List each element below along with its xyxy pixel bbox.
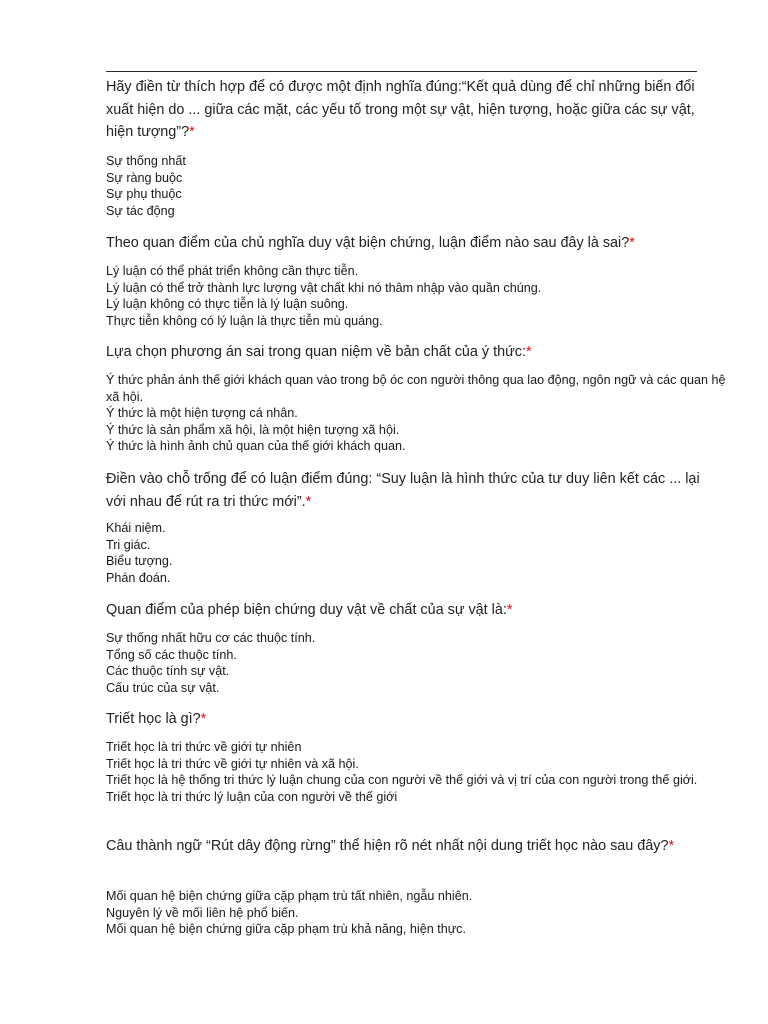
question-text: Điền vào chỗ trống để có luận điểm đúng: “Suy luận là hình thức của tư duy liên kết các ... lại với nhau để rút ra tri thức mới”. bbox=[106, 471, 700, 510]
option[interactable]: Sự phụ thuộc bbox=[106, 187, 182, 201]
question-2 bbox=[106, 232, 706, 255]
option[interactable]: Triết học là hệ thống tri thức lý luận chung của con người về thế giới và vị trí của con người trong thế giới. bbox=[106, 773, 698, 787]
options-3 bbox=[106, 372, 726, 455]
option[interactable]: Thực tiễn không có lý luận là thực tiễn mù quáng. bbox=[106, 313, 383, 328]
question-3 bbox=[106, 341, 706, 364]
options-5 bbox=[106, 630, 706, 696]
question-text: Câu thành ngữ “Rút dây động rừng” thể hiện rõ nét nhất nội dung triết học nào sau đây? bbox=[106, 838, 669, 854]
option[interactable]: Khái niệm. bbox=[106, 521, 166, 535]
options-4 bbox=[106, 520, 706, 586]
question-1 bbox=[106, 76, 696, 144]
required-mark: * bbox=[629, 235, 635, 251]
required-mark: * bbox=[525, 344, 532, 360]
options-7 bbox=[106, 888, 706, 938]
required-mark: * bbox=[189, 124, 195, 140]
question-text: Lựa chọn phương án sai trong quan niệm về bản chất của ý thức: bbox=[106, 344, 526, 360]
option[interactable]: Ý thức là hình ảnh chủ quan của thế giới khách quan. bbox=[106, 439, 406, 453]
option[interactable]: Nguyên lý về mối liên hệ phổ biến. bbox=[106, 905, 299, 920]
required-mark: * bbox=[305, 493, 312, 510]
options-6 bbox=[106, 739, 706, 805]
question-text: Quan điểm của phép biện chứng duy vật về chất của sự vật là: bbox=[106, 602, 507, 618]
option[interactable]: Các thuộc tính sự vật. bbox=[106, 664, 230, 678]
question-4 bbox=[106, 468, 706, 513]
question-text: Hãy điền từ thích hợp để có được một định nghĩa đúng:“Kết quả dùng để chỉ những biến đổi xuất hiện do ... giữa các mặt, các yếu tố trong một sự vật, hiện tượng, hoặc giữa các sự vật, hiện tượng”? bbox=[106, 79, 695, 140]
required-mark: * bbox=[200, 711, 207, 727]
required-mark: * bbox=[668, 838, 675, 854]
question-6 bbox=[106, 708, 706, 731]
option[interactable]: Tổng số các thuộc tính. bbox=[106, 647, 237, 662]
option[interactable]: Sự thống nhất bbox=[106, 154, 186, 168]
question-7 bbox=[106, 835, 706, 858]
top-divider bbox=[106, 71, 697, 72]
question-text: Theo quan điểm của chủ nghĩa duy vật biện chứng, luận điểm nào sau đây là sai? bbox=[106, 235, 630, 251]
option[interactable]: Sự ràng buộc bbox=[106, 170, 183, 185]
option[interactable]: Triết học là tri thức về giới tự nhiên và xã hội. bbox=[106, 756, 359, 771]
option[interactable]: Cấu trúc của sự vật. bbox=[106, 680, 220, 695]
option[interactable]: Sự thống nhất hữu cơ các thuộc tính. bbox=[106, 631, 316, 645]
options-2 bbox=[106, 263, 706, 329]
option[interactable]: Triết học là tri thức lý luận của con người về thế giới bbox=[106, 789, 398, 804]
option[interactable]: Biểu tượng. bbox=[106, 554, 173, 568]
question-text: Triết học là gì? bbox=[106, 711, 201, 727]
option[interactable]: Ý thức là một hiện tượng cá nhân. bbox=[106, 406, 298, 420]
option[interactable]: Triết học là tri thức về giới tự nhiên bbox=[106, 740, 302, 754]
option[interactable]: Mối quan hệ biện chứng giữa cặp phạm trù tất nhiên, ngẫu nhiên. bbox=[106, 889, 473, 903]
required-mark: * bbox=[506, 602, 513, 618]
question-5 bbox=[106, 599, 706, 622]
option[interactable]: Lý luận không có thực tiễn là lý luận suông. bbox=[106, 297, 349, 311]
option[interactable]: Sự tác động bbox=[106, 203, 175, 218]
option[interactable]: Ý thức là sản phẩm xã hội, là một hiện tượng xã hội. bbox=[106, 422, 400, 437]
option[interactable]: Ý thức phản ánh thế giới khách quan vào trong bộ óc con người thông qua lao động, ngôn ngữ và các quan hệ xã hội. bbox=[106, 373, 726, 404]
option[interactable]: Tri giác. bbox=[106, 537, 151, 552]
option[interactable]: Mối quan hệ biện chứng giữa cặp phạm trù khả năng, hiện thực. bbox=[106, 922, 466, 936]
option[interactable]: Phán đoán. bbox=[106, 570, 171, 585]
option[interactable]: Lý luận có thể phát triển không cần thực tiễn. bbox=[106, 264, 359, 278]
options-1 bbox=[106, 153, 706, 219]
option[interactable]: Lý luận có thể trở thành lực lượng vật chất khi nó thâm nhập vào quần chúng. bbox=[106, 280, 542, 295]
